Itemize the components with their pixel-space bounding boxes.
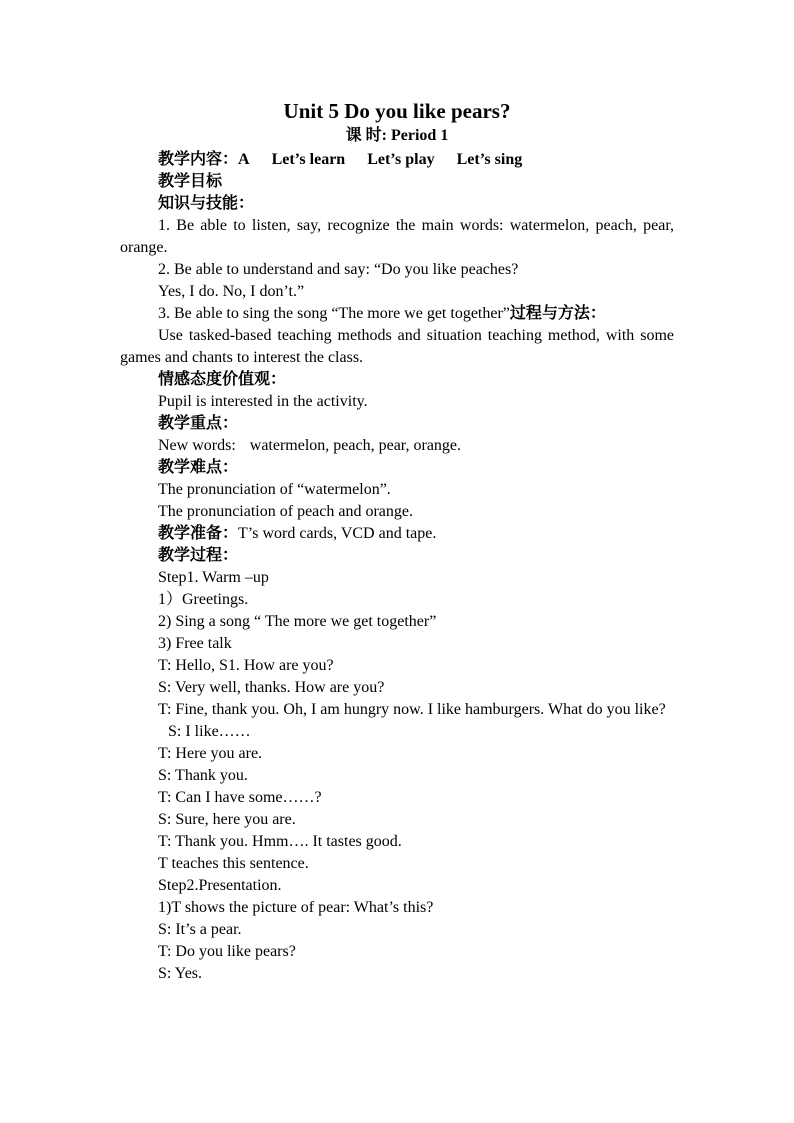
teaching-content-label: 教学内容：	[158, 151, 239, 168]
content-item: Let’s play	[367, 151, 435, 168]
dialogue-line: T: Hello, S1. How are you?	[158, 657, 334, 674]
dialogue-line: T: Can I have some……?	[158, 789, 322, 806]
step-2-heading: Step2.Presentation.	[158, 877, 282, 894]
step-1-heading: Step1. Warm –up	[158, 569, 269, 586]
objective-1: 1. Be able to listen, say, recognize the main words: watermelon, peach, pear, orange.	[120, 217, 674, 256]
content-item: A	[238, 151, 250, 168]
dialogue-line: S: I like……	[168, 723, 251, 740]
dialogue-line: S: Thank you.	[158, 767, 248, 784]
difficulty-1: The pronunciation of “watermelon”.	[158, 481, 391, 498]
preparation-label: 教学准备：	[158, 525, 239, 542]
preparation-line	[120, 523, 674, 545]
procedure-heading: 教学过程：	[158, 547, 239, 564]
period-subtitle: 课 时: Period 1	[345, 127, 449, 144]
dialogue-line: T: Thank you. Hmm…. It tastes good.	[158, 833, 402, 850]
emotion-heading: 情感态度价值观：	[158, 371, 287, 388]
dialogue-line: S: Yes.	[158, 965, 203, 982]
preparation-text: T’s word cards, VCD and tape.	[238, 525, 437, 542]
emotion-text: Pupil is interested in the activity.	[158, 393, 368, 410]
objectives-heading: 教学目标	[158, 173, 223, 190]
teaching-content-line	[120, 149, 674, 171]
dialogue-line: T teaches this sentence.	[158, 855, 309, 872]
key-points-line	[120, 435, 674, 457]
difficulty-2: The pronunciation of peach and orange.	[158, 503, 414, 520]
method-text: Use tasked-based teaching methods and situation teaching method, with some games and chants to interest the class.	[120, 327, 674, 366]
dialogue-line: T: Do you like pears?	[158, 943, 296, 960]
key-points-words: watermelon, peach, pear, orange.	[249, 437, 462, 454]
step-1-item: 2) Sing a song “ The more we get together”	[158, 613, 437, 630]
objective-3: 3. Be able to sing the song “The more we get together”	[158, 305, 510, 322]
lesson-title: Unit 5 Do you like pears?	[283, 99, 511, 123]
step-2-item: 1)T shows the picture of pear: What’s this?	[158, 899, 434, 916]
process-method-heading: 过程与方法：	[509, 305, 606, 322]
dialogue-line: S: Very well, thanks. How are you?	[158, 679, 385, 696]
dialogue-line: T: Fine, thank you. Oh, I am hungry now. I like hamburgers. What do you like?	[158, 701, 666, 718]
step-1-item: 3) Free talk	[158, 635, 232, 652]
lesson-plan-content	[120, 97, 674, 985]
content-item: Let’s sing	[456, 151, 523, 168]
dialogue-line: T: Here you are.	[158, 745, 263, 762]
objective-3-line	[120, 303, 674, 325]
difficulty-heading: 教学难点：	[158, 459, 239, 476]
key-points-label: New words:	[158, 437, 236, 454]
dialogue-line: S: Sure, here you are.	[158, 811, 296, 828]
content-item: Let’s learn	[271, 151, 346, 168]
key-points-heading: 教学重点：	[158, 415, 239, 432]
dialogue-line: S: It’s a pear.	[158, 921, 242, 938]
objective-2b: Yes, I do. No, I don’t.”	[158, 283, 305, 300]
objective-2a: 2. Be able to understand and say: “Do you like peaches?	[158, 261, 519, 278]
knowledge-heading: 知识与技能：	[158, 195, 255, 212]
step-1-item: 1）Greetings.	[158, 591, 249, 608]
